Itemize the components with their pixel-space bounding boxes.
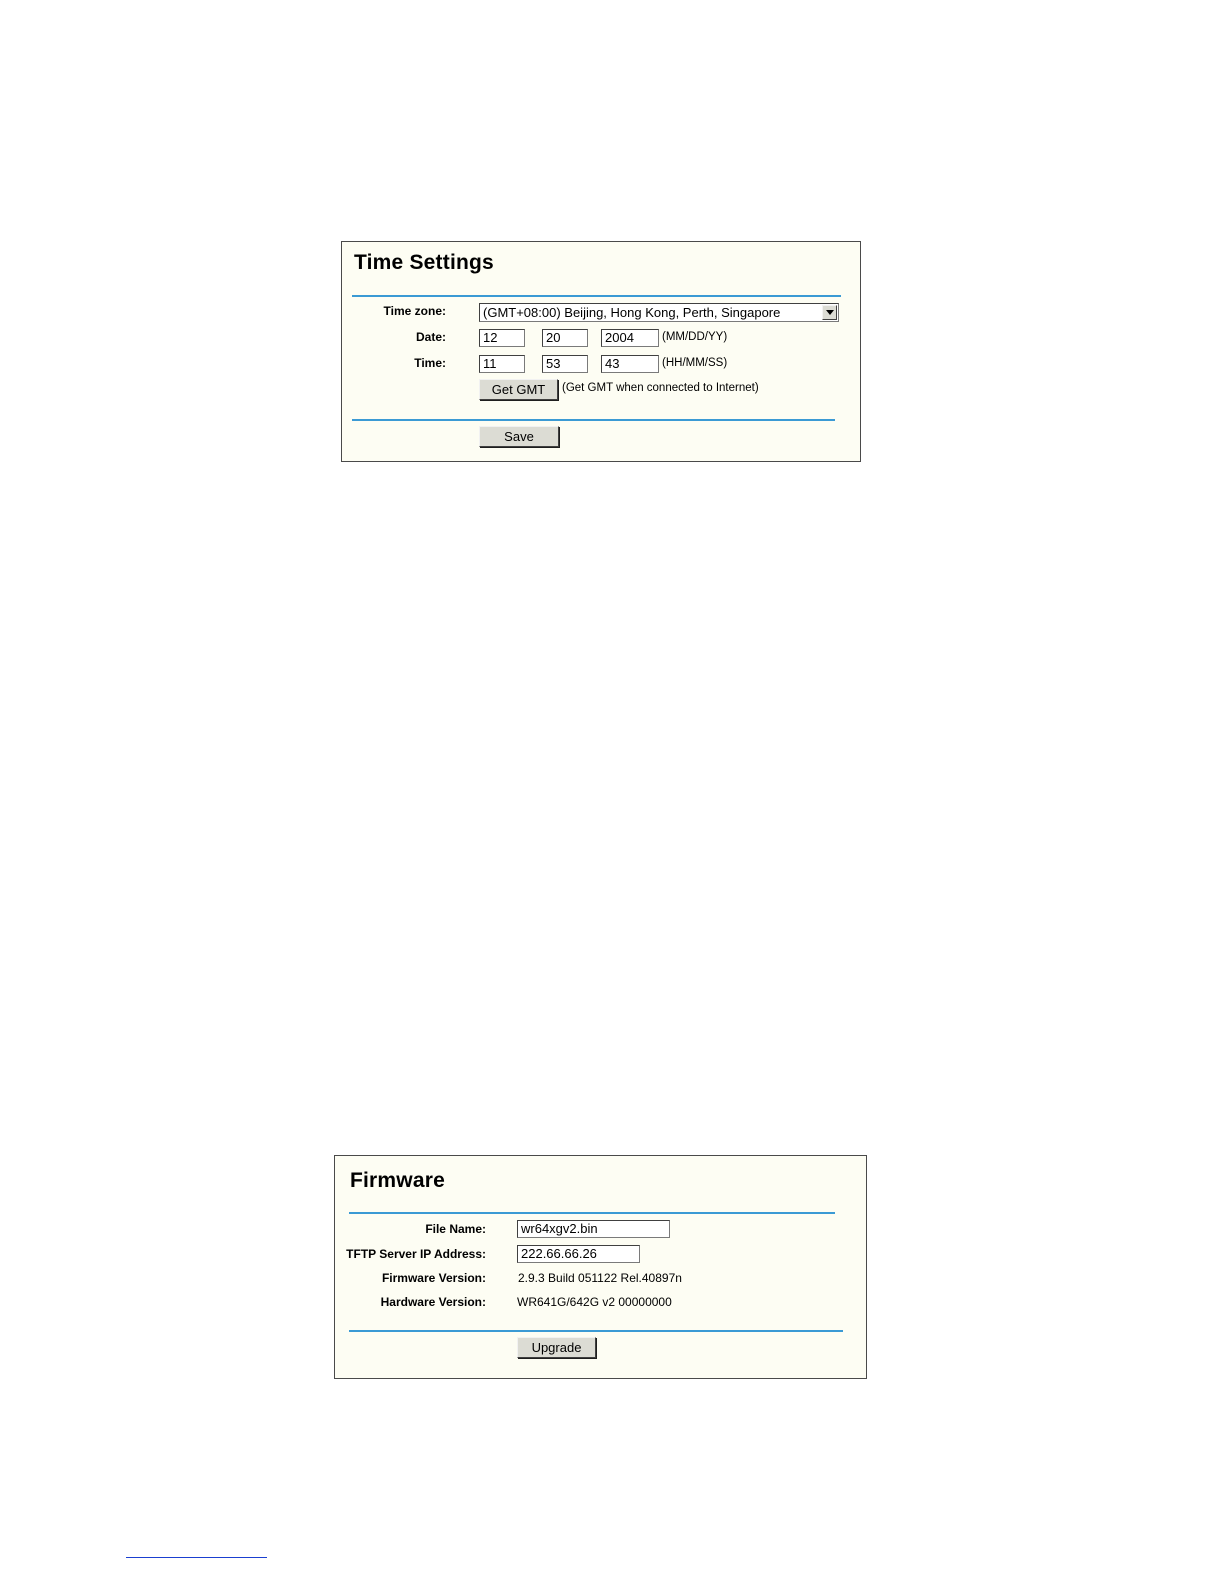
time-zone-select[interactable] bbox=[479, 303, 839, 322]
hardware-version-value: WR641G/642G v2 00000000 bbox=[517, 1295, 672, 1309]
top-divider bbox=[349, 1212, 835, 1214]
bottom-divider bbox=[352, 419, 835, 421]
get-gmt-hint: (Get GMT when connected to Internet) bbox=[562, 382, 759, 394]
time-settings-title: Time Settings bbox=[354, 251, 494, 274]
footnote-separator bbox=[126, 1557, 267, 1558]
date-format-hint: (MM/DD/YY) bbox=[662, 331, 728, 343]
time-hour-input[interactable]: 11 bbox=[479, 355, 525, 373]
firmware-panel bbox=[334, 1155, 867, 1379]
tftp-server-label: TFTP Server IP Address: bbox=[346, 1247, 486, 1261]
save-button[interactable]: Save bbox=[479, 426, 559, 447]
date-label: Date: bbox=[415, 330, 446, 344]
time-zone-label: Time zone: bbox=[383, 304, 446, 318]
bottom-divider bbox=[349, 1330, 843, 1332]
firmware-title: Firmware bbox=[350, 1169, 445, 1192]
top-divider bbox=[352, 295, 841, 297]
file-name-input[interactable]: wr64xgv2.bin bbox=[517, 1220, 670, 1238]
time-settings-panel bbox=[341, 241, 861, 462]
time-zone-value: (GMT+08:00) Beijing, Hong Kong, Perth, Singapore bbox=[483, 305, 781, 320]
time-second-input[interactable]: 43 bbox=[601, 355, 659, 373]
upgrade-button[interactable]: Upgrade bbox=[517, 1337, 596, 1358]
time-label: Time: bbox=[414, 356, 446, 370]
firmware-version-value: 2.9.3 Build 051122 Rel.40897n bbox=[518, 1271, 682, 1285]
date-year-input[interactable]: 2004 bbox=[601, 329, 659, 347]
time-format-hint: (HH/MM/SS) bbox=[662, 357, 728, 369]
tftp-server-input[interactable]: 222.66.66.26 bbox=[517, 1245, 640, 1263]
hardware-version-label: Hardware Version: bbox=[380, 1295, 486, 1309]
date-day-input[interactable]: 20 bbox=[542, 329, 588, 347]
time-minute-input[interactable]: 53 bbox=[542, 355, 588, 373]
file-name-label: File Name: bbox=[425, 1222, 486, 1236]
chevron-down-icon bbox=[826, 310, 834, 315]
get-gmt-button[interactable]: Get GMT bbox=[479, 379, 558, 400]
date-month-input[interactable]: 12 bbox=[479, 329, 525, 347]
dropdown-button[interactable] bbox=[822, 305, 837, 320]
firmware-version-label: Firmware Version: bbox=[381, 1271, 486, 1285]
